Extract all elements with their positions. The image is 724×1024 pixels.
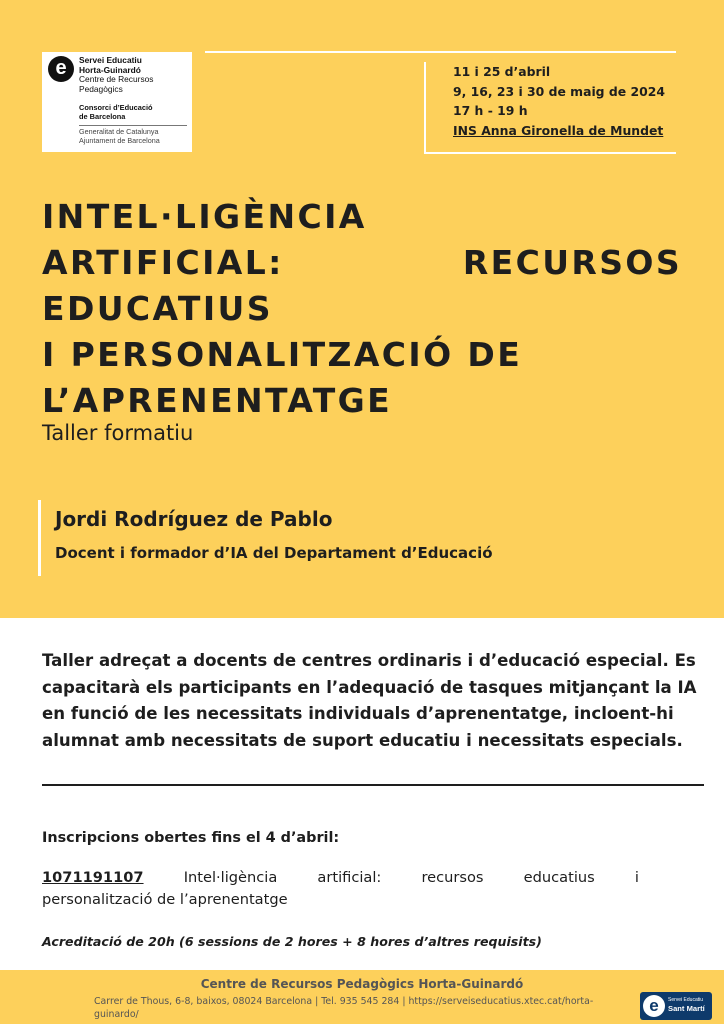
dates-may: 9, 16, 23 i 30 de maig de 2024 [453,83,665,99]
logo-government: Generalitat de Catalunya Ajuntament de Barcelona [79,127,160,145]
education-e-icon: e [643,995,665,1017]
schedule-block [453,62,683,140]
logo-consorci: Consorci d’Educació de Barcelona [79,103,153,121]
page-title: INTEL·LIGÈNCIA ARTIFICIAL: RECURSOS EDUCATIUS I PERSONALITZACIÓ DE L’APRENENTATGE [42,197,682,420]
speaker-name: Jordi Rodríguez de Pablo [55,507,333,531]
footer [0,970,724,1024]
registration-heading: Inscripcions obertes fins el 4 d’abril: [42,830,340,846]
footer-title: Centre de Recursos Pedagògics Horta-Guinardó [200,977,524,991]
logo-organization-name: Servei Educatiu Horta-Guinardó Centre de Recursos Pedagògics [79,55,154,94]
section-divider [42,784,704,786]
footer-address[interactable]: Carrer de Thous, 6-8, baixos, 08024 Barcelona | Tel. 935 545 284 | https://serveiseducatius.xtec.cat/horta-guinardo/ [94,996,594,1020]
subtitle: Taller formatiu [42,421,194,445]
frame-top-line [205,51,676,53]
speaker-accent-bar [38,500,41,576]
session-time: 17 h - 19 h [453,103,528,119]
footer-logo: e Servei Educatiu Sant Martí [640,992,712,1020]
course-description: Taller adreçat a docents de centres ordinaris i d’educació especial. Es capacitarà els participants en l’adequació de tasques mitjançant la IA en funció de les necessitats individuals d’aprenentatge, incloent-hi alumnat amb necessitats de suport educatiu i necessitats especials. [42,651,697,750]
venue-link[interactable]: INS Anna Gironella de Mundet [453,122,664,138]
course-link[interactable]: 1071191107 Intel·ligència artificial: recursos educatius i personalització de l’aprenentatge [42,867,639,911]
logo-divider [79,125,187,126]
course-title-line2: personalització de l’aprenentatge [42,891,288,908]
frame-bottom-line [424,152,676,154]
dates-april: 11 i 25 d’abril [453,64,551,79]
accreditation-note: Acreditació de 20h (6 sessions de 2 hores + 8 hores d’altres requisits) [42,934,542,949]
education-e-icon: e [48,56,74,82]
course-code[interactable]: 1071191107 [42,869,144,886]
frame-left-line [424,62,426,152]
speaker-role: Docent i formador d’IA del Departament d’Educació [55,544,493,562]
organization-logo [42,52,192,152]
